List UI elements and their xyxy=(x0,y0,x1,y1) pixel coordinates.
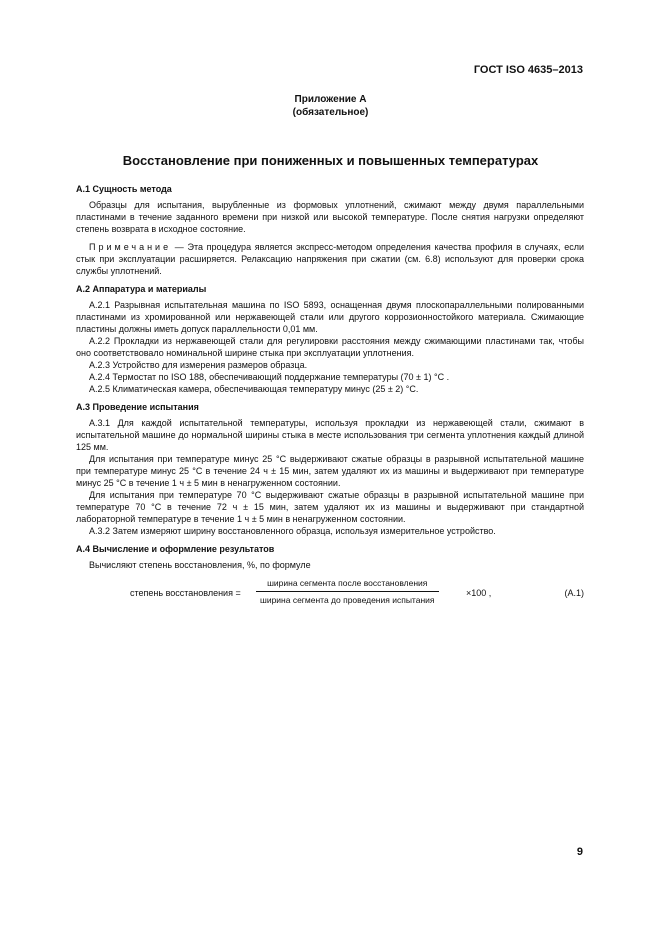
annex-status: (обязательное) xyxy=(292,107,369,118)
section-heading-a4: А.4 Вычисление и оформление результатов xyxy=(76,544,275,554)
page-number: 9 xyxy=(576,846,583,858)
paragraph-a3-4: А.3.2 Затем измеряют ширину восстановленного образца, используя измерительное устройство. xyxy=(89,526,496,536)
formula-number: (А.1) xyxy=(564,588,584,598)
formula-multiplier: ×100 , xyxy=(466,588,492,598)
paragraph-a1-1: Образцы для испытания, вырубленные из формовых уплотнений, сжимают между двумя параллельными пластинами в течение заданного времени при низкой или высокой температуре. После снятия нагрузки определяют степень возврата в исходное состояние. xyxy=(76,200,584,234)
standard-designation: ГОСТ ISO 4635–2013 xyxy=(473,64,583,76)
formula-numerator: ширина сегмента после восстановления xyxy=(256,577,439,592)
formula-denominator: ширина сегмента до проведения испытания xyxy=(260,595,435,605)
formula-lhs: степень восстановления = xyxy=(130,588,241,598)
annex-title: Приложение А xyxy=(294,94,367,105)
paragraph-a3-3: Для испытания при температуре 70 °С выдерживают сжатые образцы в разрывной испытательной машине при температуре 70 °С в течение 72 ч ± 15 мин, затем удаляют их из машины и выдерживают при стандартной лабораторной температуре в течение 1 ч ± 5 мин в ненагруженном состоянии. xyxy=(76,490,584,524)
paragraph-a3-2: Для испытания при температуре минус 25 °С выдерживают сжатые образцы в разрывной испытательной машине при температуре минус 25 °С в течение 24 ч ± 15 мин, затем удаляют их из машины и выдерживают при температуре минус 25 °С в течение 1 ч ± 5 мин в ненагруженном состоянии. xyxy=(76,454,584,488)
note-text: — Эта процедура является экспресс-методом определения качества профиля в случаях, если стык при эксплуатации расширяется. Релаксацию напряжения при сжатии (см. 6.8) используют для проверки срока службы уплотнений. xyxy=(76,242,584,276)
formula-fraction xyxy=(256,577,439,606)
paragraph-a4-1: Вычисляют степень восстановления, %, по формуле xyxy=(89,560,311,570)
section-heading-a3: А.3 Проведение испытания xyxy=(76,402,199,412)
paragraph-a2-1: А.2.1 Разрывная испытательная машина по ISO 5893, оснащенная двумя плоскопараллельными полированными пластинами из хромированной или нержавеющей стали или другого коррозионностойкого материала. Сжимающие пластины должны иметь допуск параллельности 0,01 мм. xyxy=(76,300,584,334)
formula-a1 xyxy=(76,577,584,611)
annex-heading xyxy=(0,93,661,119)
section-heading-a2: А.2 Аппаратура и материалы xyxy=(76,284,207,294)
paragraph-a3-1: А.3.1 Для каждой испытательной температуры, используя прокладки из нержавеющей стали, сжимают в испытательной машине до нормальной ширины стыка в месте использования три сегмента уплотнения каждый длиной 125 мм. xyxy=(76,418,584,452)
paragraph-a2-5: А.2.5 Климатическая камера, обеспечивающая температуру минус (25 ± 2) °С. xyxy=(89,384,419,394)
page-title: Восстановление при пониженных и повышенных температурах xyxy=(122,153,539,168)
paragraph-a2-2: А.2.2 Прокладки из нержавеющей стали для регулировки расстояния между сжимающими пластинами так, чтобы оно соответствовало номинальной ширине стыка при эксплуатации уплотнения. xyxy=(76,336,584,358)
paragraph-a2-4: А.2.4 Термостат по ISO 188, обеспечивающий поддержание температуры (70 ± 1) °С . xyxy=(89,372,450,382)
note-label: Примечание xyxy=(89,242,172,252)
document-body xyxy=(76,183,584,611)
note-paragraph xyxy=(76,241,584,277)
paragraph-a2-3: А.2.3 Устройство для измерения размеров образца. xyxy=(89,360,308,370)
section-heading-a1: А.1 Сущность метода xyxy=(76,184,172,194)
